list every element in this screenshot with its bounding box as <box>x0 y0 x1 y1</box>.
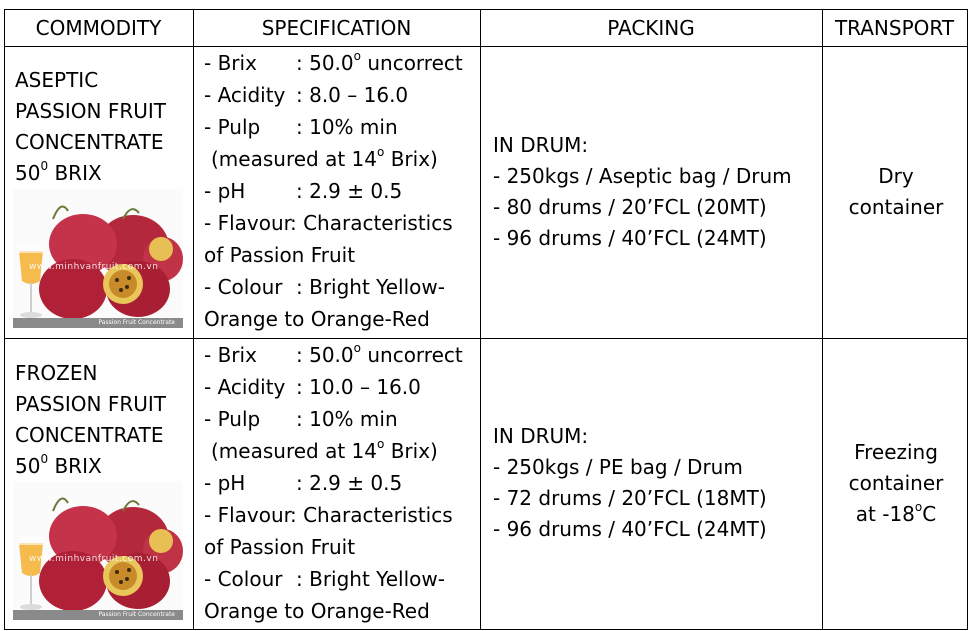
photo-watermark: www.minhvanfruit.com.vn <box>29 554 159 564</box>
spec-pulp: - Pulp : 10% min <box>204 407 398 431</box>
packing-line: - 72 drums / 20’FCL (18MT) <box>493 486 767 510</box>
spec-measured: (measured at 14$^o$ Brix) <box>211 145 438 171</box>
transport-line: Freezing <box>854 440 938 464</box>
packing-list <box>493 421 818 545</box>
spec-colour: - Colour : Bright Yellow- <box>204 567 445 591</box>
transport-info <box>824 437 968 530</box>
spec-flavour-cont: of Passion Fruit <box>204 243 356 267</box>
spec-pulp: - Pulp : 10% min <box>204 115 398 139</box>
commodity-line-4: $50^0$ BRIX <box>15 452 102 478</box>
header-packing: PACKING <box>607 15 695 40</box>
spec-flavour: - Flavour: Characteristics <box>204 503 453 527</box>
packing-line: - 96 drums / 40’FCL (24MT) <box>493 226 767 250</box>
transport-line: container <box>848 471 944 495</box>
transport-line: at -18$^o$C <box>855 500 937 526</box>
specification-list <box>204 48 479 336</box>
spec-brix: - Brix : 50.0$^o$ uncorrect <box>204 49 463 75</box>
commodity-line-4: $50^0$ BRIX <box>15 159 102 185</box>
table-border-right <box>967 9 968 630</box>
packing-line: IN DRUM: <box>493 424 589 448</box>
spec-ph: - pH : 2.9 ± 0.5 <box>204 179 403 203</box>
transport-line: Dry <box>878 164 914 188</box>
commodity-name <box>15 358 195 482</box>
packing-line: - 96 drums / 40’FCL (24MT) <box>493 517 767 541</box>
commodity-line-2: PASSION FRUIT <box>15 392 166 416</box>
header-transport: TRANSPORT <box>834 15 955 40</box>
packing-line: IN DRUM: <box>493 133 589 157</box>
passion-fruit-photo <box>13 481 183 620</box>
spec-colour: - Colour : Bright Yellow- <box>204 275 445 299</box>
photo-caption: Passion Fruit Concentrate <box>13 318 183 328</box>
spec-brix: - Brix : 50.0$^o$ uncorrect <box>204 341 463 367</box>
specification-list <box>204 340 479 628</box>
spec-flavour-cont: of Passion Fruit <box>204 535 356 559</box>
header-commodity: COMMODITY <box>35 15 162 40</box>
col-divider-2 <box>480 9 481 630</box>
transport-line: container <box>848 195 944 219</box>
header-specification: SPECIFICATION <box>261 15 412 40</box>
spec-colour-cont: Orange to Orange-Red <box>204 599 430 623</box>
spec-measured: (measured at 14$^o$ Brix) <box>211 437 438 463</box>
packing-list <box>493 130 818 254</box>
passion-fruit-photo <box>13 189 183 328</box>
spec-acidity: - Acidity : 10.0 – 16.0 <box>204 375 421 399</box>
commodity-line-1: FROZEN <box>15 361 98 385</box>
spec-flavour: - Flavour: Characteristics <box>204 211 453 235</box>
commodity-line-1: ASEPTIC <box>15 68 99 92</box>
commodity-name <box>15 65 195 189</box>
spec-acidity: - Acidity : 8.0 – 16.0 <box>204 83 409 107</box>
packing-line: - 80 drums / 20’FCL (20MT) <box>493 195 767 219</box>
row-divider <box>4 338 968 339</box>
commodity-line-3: CONCENTRATE <box>15 130 164 154</box>
spec-ph: - pH : 2.9 ± 0.5 <box>204 471 403 495</box>
col-divider-3 <box>822 9 823 630</box>
table-border-bottom <box>4 629 968 630</box>
photo-watermark: www.minhvanfruit.com.vn <box>29 262 159 272</box>
header-divider <box>4 46 968 47</box>
transport-info <box>824 161 968 223</box>
spec-colour-cont: Orange to Orange-Red <box>204 307 430 331</box>
commodity-line-3: CONCENTRATE <box>15 423 164 447</box>
packing-line: - 250kgs / Aseptic bag / Drum <box>493 164 792 188</box>
table-border-left <box>4 9 5 630</box>
packing-line: - 250kgs / PE bag / Drum <box>493 455 743 479</box>
photo-caption: Passion Fruit Concentrate <box>13 610 183 620</box>
commodity-line-2: PASSION FRUIT <box>15 99 166 123</box>
